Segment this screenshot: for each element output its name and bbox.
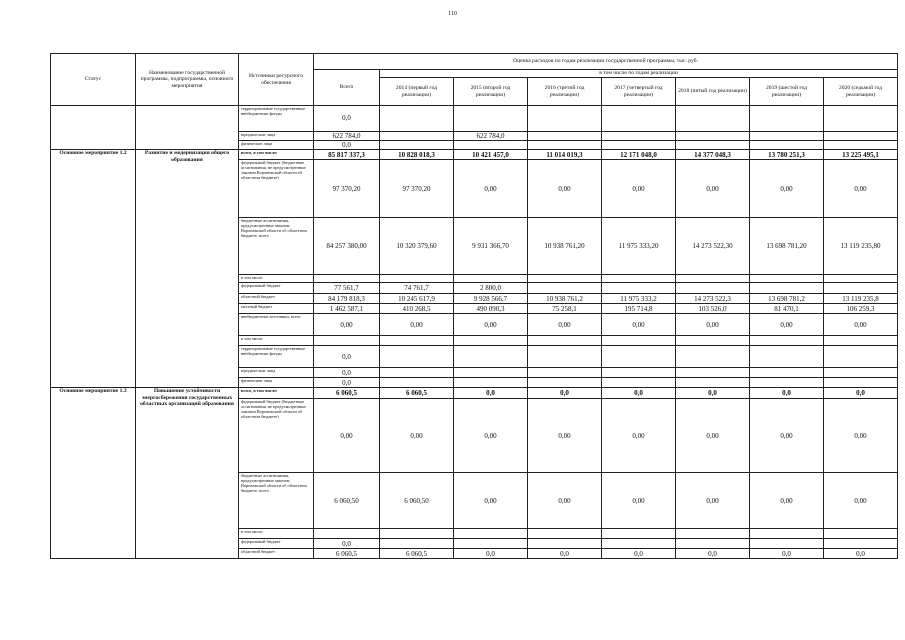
header-year: 2017 (четвертый год реализации)	[602, 78, 676, 106]
year-value-cell	[676, 336, 750, 346]
empty-status-cell	[51, 106, 136, 150]
year-value-cell: 0,0	[454, 549, 528, 559]
total-value-cell: 0,0	[314, 106, 380, 132]
total-value-cell: 0,00	[314, 314, 380, 336]
source-cell: юридические лица	[239, 132, 314, 141]
year-value-cell	[676, 106, 750, 132]
year-value-cell: 0,00	[750, 160, 824, 218]
year-value-cell	[528, 141, 602, 150]
empty-name-cell	[136, 106, 239, 150]
total-value-cell: 6 060,5	[314, 388, 380, 399]
year-value-cell	[454, 336, 528, 346]
header-status: Статус	[51, 54, 136, 106]
source-cell: федеральный бюджет (бюджетные ассигнования, не предусмотренные законом Воронежской области об областном бюджете)	[239, 160, 314, 218]
year-value-cell: 13 780 251,3	[750, 150, 824, 160]
year-value-cell	[824, 336, 898, 346]
year-value-cell	[602, 529, 676, 539]
year-value-cell	[454, 346, 528, 368]
source-cell: внебюджетные источники, всего	[239, 314, 314, 336]
year-value-cell	[602, 378, 676, 388]
year-value-cell: 9 928 566,7	[454, 294, 528, 304]
year-value-cell: 0,00	[454, 160, 528, 218]
year-value-cell	[602, 368, 676, 378]
year-value-cell	[380, 346, 454, 368]
year-value-cell	[676, 529, 750, 539]
year-value-cell: 14 273 522,3	[676, 294, 750, 304]
year-value-cell	[380, 132, 454, 141]
year-value-cell: 81 470,1	[750, 304, 824, 314]
year-value-cell	[824, 539, 898, 549]
year-value-cell	[676, 275, 750, 283]
year-value-cell	[602, 336, 676, 346]
source-cell: бюджетные ассигнования, предусмотренные законом Воронежской области об областном бюджете, всего	[239, 218, 314, 275]
year-value-cell	[454, 141, 528, 150]
year-value-cell: 0,00	[454, 473, 528, 529]
header-total: Всего	[314, 70, 380, 106]
year-value-cell: 13 119 235,80	[824, 218, 898, 275]
year-value-cell: 10 320 379,60	[380, 218, 454, 275]
year-value-cell: 0,00	[602, 314, 676, 336]
year-value-cell	[528, 283, 602, 294]
table-row	[51, 106, 898, 132]
name-cell: Развитие и модернизация общего образования	[136, 150, 239, 388]
header-estimate: Оценка расходов по годам реализации государственной программы, тыс. руб.	[314, 54, 898, 70]
source-cell: местный бюджет	[239, 304, 314, 314]
year-value-cell	[528, 539, 602, 549]
year-value-cell	[824, 141, 898, 150]
year-value-cell: 0,00	[750, 314, 824, 336]
year-value-cell: 0,0	[454, 388, 528, 399]
year-value-cell	[824, 529, 898, 539]
year-value-cell	[750, 283, 824, 294]
table-row	[51, 388, 898, 399]
year-value-cell: 13 119 235,8	[824, 294, 898, 304]
source-cell: федеральный бюджет	[239, 539, 314, 549]
total-value-cell: 6 060,50	[314, 473, 380, 529]
year-value-cell	[750, 336, 824, 346]
total-value-cell: 0,00	[314, 399, 380, 473]
year-value-cell: 0,00	[824, 399, 898, 473]
year-value-cell: 0,00	[602, 160, 676, 218]
year-value-cell	[676, 141, 750, 150]
source-cell: всего, в том числе:	[239, 150, 314, 160]
year-value-cell	[824, 132, 898, 141]
year-value-cell	[676, 378, 750, 388]
year-value-cell	[528, 368, 602, 378]
year-value-cell: 0,00	[454, 399, 528, 473]
year-value-cell: 0,0	[528, 549, 602, 559]
year-value-cell	[676, 346, 750, 368]
year-value-cell	[750, 106, 824, 132]
total-value-cell: 0,0	[314, 346, 380, 368]
year-value-cell: 13 225 495,1	[824, 150, 898, 160]
year-value-cell: 6 060,5	[380, 388, 454, 399]
header-name: Наименование государственной программы, подпрограммы, основного мероприятия	[136, 54, 239, 106]
year-value-cell	[824, 283, 898, 294]
year-value-cell	[676, 368, 750, 378]
year-value-cell	[824, 106, 898, 132]
year-value-cell	[380, 106, 454, 132]
year-value-cell	[750, 378, 824, 388]
year-value-cell: 0,0	[750, 388, 824, 399]
year-value-cell: 11 014 019,3	[528, 150, 602, 160]
header-year: 2016 (третий год реализации)	[528, 78, 602, 106]
year-value-cell	[528, 106, 602, 132]
year-value-cell	[602, 283, 676, 294]
year-value-cell	[454, 539, 528, 549]
total-value-cell: 77 561,7	[314, 283, 380, 294]
total-value-cell: 0,0	[314, 539, 380, 549]
year-value-cell: 6 060,5	[380, 549, 454, 559]
year-value-cell	[454, 529, 528, 539]
total-value-cell: 0,0	[314, 378, 380, 388]
year-value-cell: 74 761,7	[380, 283, 454, 294]
header-source: Источники ресурсного обеспечения	[239, 54, 314, 106]
year-value-cell: 0,0	[824, 388, 898, 399]
year-value-cell	[528, 529, 602, 539]
year-value-cell: 0,0	[602, 388, 676, 399]
year-value-cell: 0,00	[676, 314, 750, 336]
year-value-cell	[602, 346, 676, 368]
year-value-cell: 2 800,0	[454, 283, 528, 294]
year-value-cell: 0,0	[676, 549, 750, 559]
source-cell: федеральный бюджет (бюджетные ассигнования, не предусмотренные законом Воронежской области об областном бюджете)	[239, 399, 314, 473]
header-year: 2015 (второй год реализации)	[454, 78, 528, 106]
year-value-cell	[380, 336, 454, 346]
year-value-cell: 0,0	[676, 388, 750, 399]
year-value-cell: 0,00	[750, 399, 824, 473]
header-year: 2018 (пятый год реализации)	[676, 78, 750, 106]
year-value-cell: 0,00	[750, 473, 824, 529]
year-value-cell: 106 259,3	[824, 304, 898, 314]
year-value-cell	[824, 378, 898, 388]
year-value-cell	[454, 368, 528, 378]
year-value-cell: 0,00	[454, 314, 528, 336]
source-cell: физические лица	[239, 378, 314, 388]
header-year: 2014 (первый год реализации)	[380, 78, 454, 106]
status-cell: Основное мероприятие 1.2	[51, 150, 136, 388]
year-value-cell: 0,0	[824, 549, 898, 559]
year-value-cell	[750, 141, 824, 150]
year-value-cell	[676, 539, 750, 549]
total-value-cell: 85 817 337,3	[314, 150, 380, 160]
year-value-cell: 0,00	[676, 399, 750, 473]
year-value-cell: 0,00	[602, 399, 676, 473]
total-value-cell	[314, 275, 380, 283]
year-value-cell	[602, 132, 676, 141]
source-cell: областной бюджет	[239, 549, 314, 559]
year-value-cell	[676, 132, 750, 141]
year-value-cell: 0,00	[676, 160, 750, 218]
year-value-cell	[454, 275, 528, 283]
year-value-cell: 14 273 522,30	[676, 218, 750, 275]
year-value-cell: 0,00	[528, 160, 602, 218]
year-value-cell: 0,00	[824, 473, 898, 529]
year-value-cell	[380, 529, 454, 539]
total-value-cell: 622 784,0	[314, 132, 380, 141]
year-value-cell: 11 975 333,20	[602, 218, 676, 275]
year-value-cell	[380, 378, 454, 388]
header-year: 2019 (шестой год реализации)	[750, 78, 824, 106]
year-value-cell	[528, 132, 602, 141]
header-year: 2020 (седьмой год реализации)	[824, 78, 898, 106]
year-value-cell: 10 938 761,20	[528, 218, 602, 275]
year-value-cell: 14 377 048,3	[676, 150, 750, 160]
header-incl-years: в том числе по годам реализации	[380, 70, 898, 78]
source-cell: областной бюджет	[239, 294, 314, 304]
total-value-cell: 0,0	[314, 141, 380, 150]
year-value-cell: 12 171 048,0	[602, 150, 676, 160]
name-cell: Повышение устойчивости энергосбережения государственных областных организаций образования	[136, 388, 239, 559]
total-value-cell: 0,0	[314, 368, 380, 378]
total-value-cell: 1 462 587,1	[314, 304, 380, 314]
year-value-cell: 75 258,1	[528, 304, 602, 314]
table-row	[51, 150, 898, 160]
status-cell: Основное мероприятие 1.3	[51, 388, 136, 559]
year-value-cell	[750, 346, 824, 368]
year-value-cell	[824, 275, 898, 283]
year-value-cell	[602, 141, 676, 150]
year-value-cell	[750, 539, 824, 549]
year-value-cell: 0,00	[528, 314, 602, 336]
year-value-cell: 622 784,0	[454, 132, 528, 141]
year-value-cell	[380, 539, 454, 549]
year-value-cell: 0,0	[750, 549, 824, 559]
source-cell: в том числе:	[239, 529, 314, 539]
source-cell: бюджетные ассигнования, предусмотренные законом Воронежской области об областном бюджете, всего	[239, 473, 314, 529]
source-cell: в том числе:	[239, 336, 314, 346]
year-value-cell	[380, 368, 454, 378]
year-value-cell	[528, 378, 602, 388]
year-value-cell: 13 698 781,20	[750, 218, 824, 275]
year-value-cell: 0,00	[380, 399, 454, 473]
year-value-cell: 0,00	[602, 473, 676, 529]
year-value-cell: 0,0	[602, 549, 676, 559]
total-value-cell: 84 257 380,00	[314, 218, 380, 275]
year-value-cell	[380, 275, 454, 283]
source-cell: в том числе:	[239, 275, 314, 283]
year-value-cell	[602, 106, 676, 132]
year-value-cell	[824, 368, 898, 378]
year-value-cell	[602, 275, 676, 283]
year-value-cell	[750, 275, 824, 283]
year-value-cell: 195 714,8	[602, 304, 676, 314]
year-value-cell	[380, 141, 454, 150]
year-value-cell	[750, 132, 824, 141]
source-cell: юридические лица	[239, 368, 314, 378]
year-value-cell	[454, 378, 528, 388]
source-cell: федеральный бюджет	[239, 283, 314, 294]
year-value-cell: 0,00	[528, 399, 602, 473]
year-value-cell: 10 421 457,0	[454, 150, 528, 160]
year-value-cell: 0,00	[824, 314, 898, 336]
year-value-cell	[750, 529, 824, 539]
source-cell: территориальные государственные внебюджетные фонды	[239, 346, 314, 368]
total-value-cell: 6 060,5	[314, 549, 380, 559]
year-value-cell: 490 090,3	[454, 304, 528, 314]
year-value-cell: 9 931 366,70	[454, 218, 528, 275]
total-value-cell: 84 179 818,3	[314, 294, 380, 304]
year-value-cell	[528, 275, 602, 283]
total-value-cell	[314, 529, 380, 539]
year-value-cell: 0,00	[528, 473, 602, 529]
year-value-cell: 0,00	[676, 473, 750, 529]
year-value-cell: 10 245 617,9	[380, 294, 454, 304]
year-value-cell	[750, 368, 824, 378]
total-value-cell: 97 370,20	[314, 160, 380, 218]
source-cell: физические лица	[239, 141, 314, 150]
year-value-cell: 103 526,0	[676, 304, 750, 314]
year-value-cell: 0,00	[824, 160, 898, 218]
year-value-cell	[454, 106, 528, 132]
year-value-cell	[528, 346, 602, 368]
year-value-cell: 10 828 018,3	[380, 150, 454, 160]
year-value-cell: 6 060,50	[380, 473, 454, 529]
page-number: 110	[448, 11, 457, 17]
year-value-cell: 410 268,5	[380, 304, 454, 314]
year-value-cell	[676, 283, 750, 294]
year-value-cell: 0,0	[528, 388, 602, 399]
year-value-cell	[824, 346, 898, 368]
year-value-cell: 11 975 333,2	[602, 294, 676, 304]
total-value-cell	[314, 336, 380, 346]
year-value-cell: 10 938 761,2	[528, 294, 602, 304]
year-value-cell: 97 370,20	[380, 160, 454, 218]
year-value-cell: 13 698 781,2	[750, 294, 824, 304]
year-value-cell	[602, 539, 676, 549]
year-value-cell: 0,00	[380, 314, 454, 336]
source-cell: всего, в том числе:	[239, 388, 314, 399]
year-value-cell	[528, 336, 602, 346]
source-cell: территориальные государственные внебюджетные фонды	[239, 106, 314, 132]
expenditure-table	[50, 53, 898, 559]
